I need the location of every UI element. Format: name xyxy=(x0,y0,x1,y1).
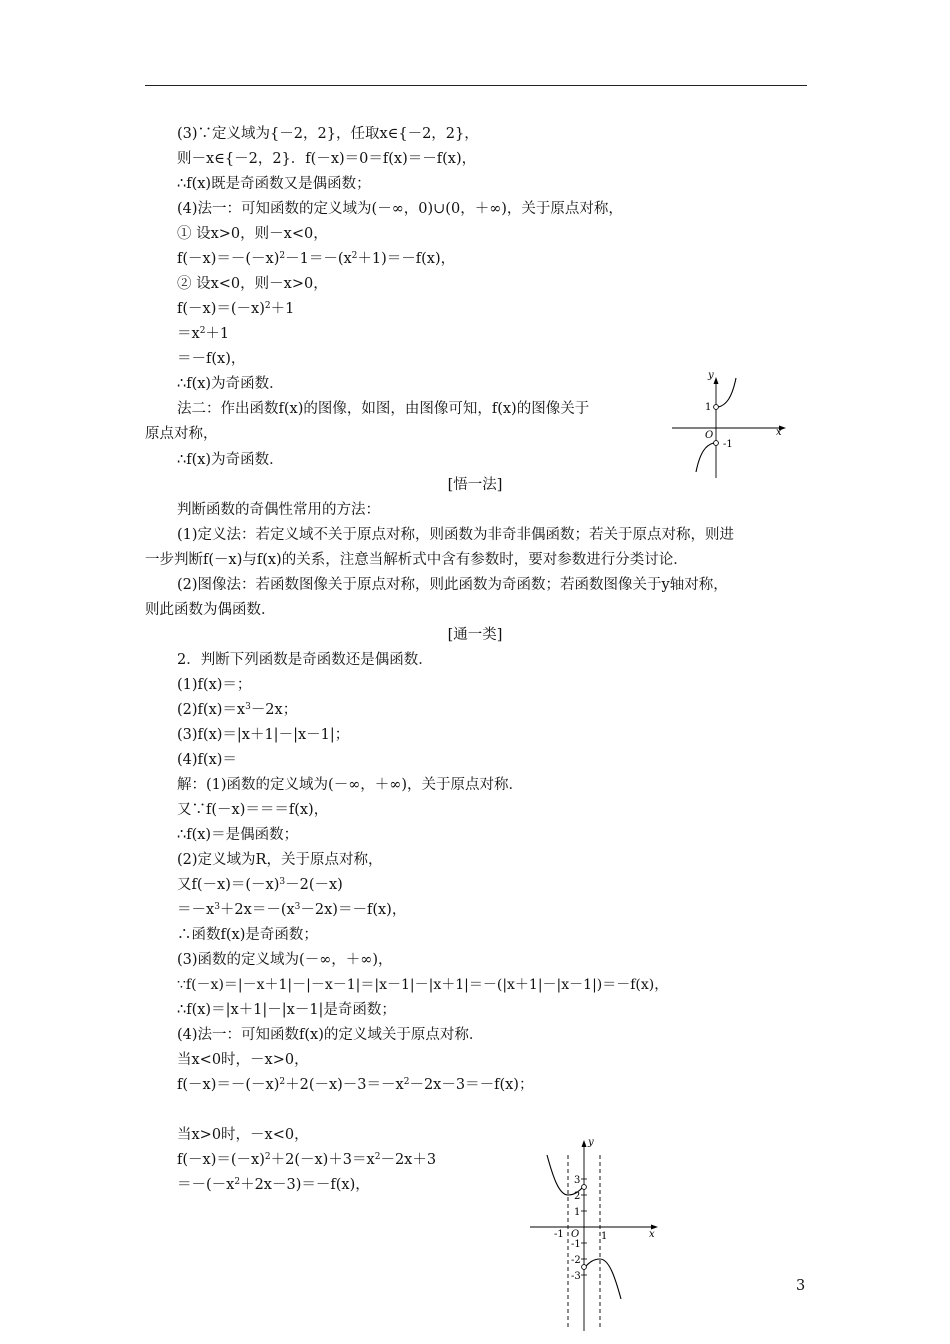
tick-label: -3 xyxy=(571,1271,581,1282)
page-number: 3 xyxy=(796,1278,806,1294)
origin-label: O xyxy=(705,430,714,441)
text-line: (1)f(x)＝； xyxy=(177,677,252,693)
equation-line: 又$f(-x)=(-x)^3-2(-x)$ xyxy=(177,877,343,893)
text-line: ∴f(x)＝|x＋1|－|x－1|是奇函数； xyxy=(177,1002,396,1018)
text-line: ∴f(x)为奇函数． xyxy=(177,452,284,468)
section-heading: [悟一法] xyxy=(447,477,503,493)
text-line: 原点对称， xyxy=(145,426,218,442)
text-line: 判断函数的奇偶性常用的方法： xyxy=(177,502,380,518)
equation-line: $=-(-x^2+2x-3)=-f(x)$， xyxy=(177,1177,370,1193)
tick-label: -1 xyxy=(723,439,733,450)
equation-line: $=-x^3+2x=-(x^3-2x)=-f(x)$， xyxy=(177,902,407,918)
header-rule xyxy=(145,85,807,86)
text-line: 则此函数为偶函数． xyxy=(145,602,276,618)
text-line: (4)法一：可知函数f(x)的定义域关于原点对称． xyxy=(177,1027,484,1043)
text-line: ② 设x<0，则－x>0， xyxy=(177,276,328,292)
x-axis-label: x xyxy=(776,427,782,438)
text-line: ∴函数f(x)是奇函数； xyxy=(177,927,318,943)
text-line: 当x>0时，－x<0， xyxy=(177,1127,309,1143)
origin-label: O xyxy=(571,1229,580,1240)
section-heading: [通一类] xyxy=(447,627,503,643)
tick-label: -2 xyxy=(571,1255,581,1266)
text-line: 当x<0时，－x>0， xyxy=(177,1052,309,1068)
text-line: 则－x∈{－2，2}．f(－x)＝0＝f(x)＝－f(x)， xyxy=(177,151,477,167)
text-line: 2．判断下列函数是奇函数还是偶函数． xyxy=(177,652,433,668)
tick-label: -1 xyxy=(554,1229,564,1240)
tick-label: -1 xyxy=(571,1239,581,1250)
text-line: ∴f(x)＝是偶函数； xyxy=(177,827,299,843)
text-line: (2)定义域为R，关于原点对称， xyxy=(177,852,383,868)
equation-line: $f(-x)=(-x)^2+1$ xyxy=(177,301,295,317)
tick-label: 3 xyxy=(574,1175,581,1186)
text-line: (4)法一：可知函数的定义域为(－∞，0)∪(0，＋∞)，关于原点对称， xyxy=(177,201,623,217)
y-axis-label: y xyxy=(588,1137,594,1148)
text-line: (4)f(x)＝ xyxy=(177,752,237,768)
x-axis-label: x xyxy=(649,1229,655,1240)
text-line: ① 设x>0，则－x<0， xyxy=(177,226,328,242)
text-line: ∴f(x)为奇函数． xyxy=(177,376,284,392)
text-line: (3)函数的定义域为(－∞，＋∞)， xyxy=(177,952,393,968)
equation-line: $f(-x)=(-x)^2+2(-x)+3=x^2-2x+3$ xyxy=(177,1152,437,1168)
text-line: (1)定义法：若定义域不关于原点对称，则函数为非奇非偶函数；若关于原点对称，则进 xyxy=(177,527,735,543)
text-line: ∵f(－x)＝|－x＋1|－|－x－1|＝|x－1|－|x＋1|＝－(|x＋1|－|x－1|)＝－f(x)， xyxy=(177,977,669,993)
text-line: ∴f(x)既是奇函数又是偶函数； xyxy=(177,176,371,192)
tick-label: 1 xyxy=(705,402,712,413)
text-line: 又∵f(－x)＝＝＝f(x)， xyxy=(177,802,329,818)
function-graph-1 xyxy=(672,368,792,480)
equation-line: $f(-x)=-(-x)^2-1=-(x^2+1)=-f(x)$， xyxy=(177,251,456,267)
tick-label: 1 xyxy=(574,1207,581,1218)
tick-label: 2 xyxy=(574,1191,581,1202)
equation-line: $(2)f(x)=x^3-2x$； xyxy=(177,702,298,718)
text-line: 解：(1)函数的定义域为(－∞，＋∞)，关于原点对称． xyxy=(177,777,524,793)
y-axis-label: y xyxy=(708,370,714,381)
text-line: 法二：作出函数f(x)的图像，如图，由图像可知，f(x)的图像关于 xyxy=(177,401,590,417)
text-line: (3)f(x)＝|x＋1|－|x－1|； xyxy=(177,727,350,743)
equation-line: $=x^2+1$ xyxy=(177,326,230,342)
text-line: (2)图像法：若函数图像关于原点对称，则此函数为奇函数；若函数图像关于y轴对称， xyxy=(177,577,728,593)
function-graph-2 xyxy=(525,1133,665,1333)
equation-line: $f(-x)=-(-x)^2+2(-x)-3=-x^2-2x-3=-f(x)$； xyxy=(177,1077,534,1093)
text-line: ＝－f(x)， xyxy=(177,351,246,367)
text-line: 一步判断f(－x)与f(x)的关系，注意当解析式中含有参数时，要对参数进行分类讨论． xyxy=(145,552,688,568)
text-line: (3)∵定义域为{－2，2}，任取x∈{－2，2}， xyxy=(177,126,479,142)
tick-label: 1 xyxy=(601,1231,608,1242)
